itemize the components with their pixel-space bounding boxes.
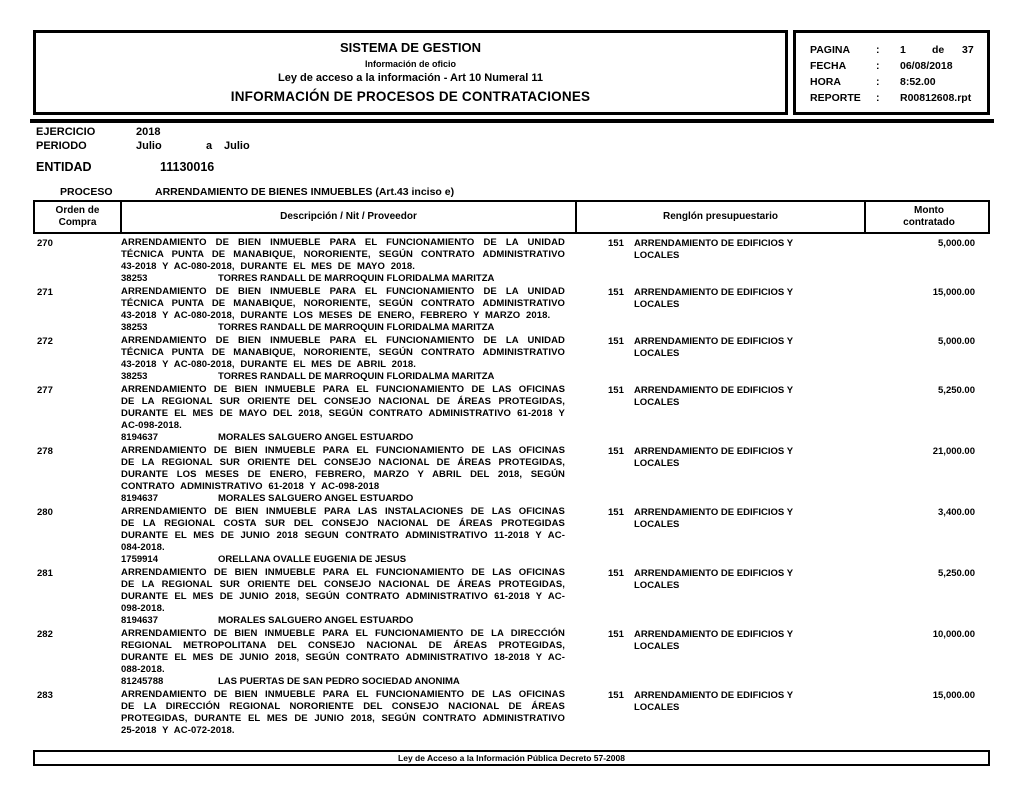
renglon-cell xyxy=(573,506,862,566)
nit-proveedor-line xyxy=(121,432,565,444)
table-row xyxy=(33,237,990,285)
orden-compra-value: 278 xyxy=(37,446,53,457)
proceso-label: PROCESO xyxy=(60,186,113,198)
pagina-current: 1 xyxy=(900,44,906,56)
table-row xyxy=(33,628,990,688)
renglon-cell xyxy=(573,628,862,688)
hora-colon: : xyxy=(876,76,880,88)
table-row xyxy=(33,445,990,505)
descripcion-text: ARRENDAMIENTO DE BIEN INMUEBLE PARA EL FUNCIONAMIENTO DE LAS OFICINAS DE LA DIRECCIÓN REGIONAL NORORIENTE DEL CONSEJO NACIONAL DE ÁREAS PROTEGIDAS, DURANTE EL MES DE JUNIO 2018, SEGÚN CONTRATO ADMINISTRATIVO 25-2018 Y AC-072-2018. xyxy=(121,689,565,736)
orden-header-line1: Orden de xyxy=(55,205,100,216)
column-header-descripcion xyxy=(120,202,575,232)
nit-value: 8194637 xyxy=(121,432,158,443)
header-divider-rule xyxy=(30,119,994,123)
ejercicio-row xyxy=(36,126,160,138)
table-row xyxy=(33,384,990,444)
descripcion-cell xyxy=(118,689,573,737)
nit-proveedor-line xyxy=(121,554,565,566)
report-header-box xyxy=(33,30,788,115)
descripcion-cell xyxy=(118,506,573,566)
reporte-label: REPORTE xyxy=(810,92,861,104)
renglon-codigo: 151 xyxy=(608,629,624,640)
pagina-value xyxy=(900,44,987,56)
orden-compra-value: 271 xyxy=(37,287,53,298)
hora-label: HORA xyxy=(810,76,841,88)
proveedor-name: MORALES SALGUERO ANGEL ESTUARDO xyxy=(218,493,414,504)
renglon-codigo: 151 xyxy=(608,507,624,518)
renglon-cell xyxy=(573,567,862,627)
renglon-codigo: 151 xyxy=(608,385,624,396)
table-row xyxy=(33,335,990,383)
orden-compra-value: 280 xyxy=(37,507,53,518)
footer-text: Ley de Acceso a la Información Pública Decreto 57-2008 xyxy=(398,753,625,763)
descripcion-text: ARRENDAMIENTO DE BIEN INMUEBLE PARA EL FUNCIONAMIENTO DE LAS OFICINAS DE LA REGIONAL SUR ORIENTE DEL CONSEJO NACIONAL DE ÁREAS PROTEGIDAS, DURANTE LOS MESES DE ENERO, FEBRERO, MARZO Y ABRIL DEL 2018, SEGÚN CONTRATO ADMINISTRATIVO 61-2018 Y AC-098-2018 xyxy=(121,445,565,492)
monto-header-line1: Monto xyxy=(914,205,944,216)
fecha-colon: : xyxy=(876,60,880,72)
hora-value: 8:52.00 xyxy=(900,76,936,88)
report-meta-box xyxy=(793,30,990,115)
renglon-nombre: ARRENDAMIENTO DE EDIFICIOS Y LOCALES xyxy=(634,238,793,261)
table-row xyxy=(33,506,990,566)
nit-value: 8194637 xyxy=(121,615,158,626)
proveedor-name: TORRES RANDALL DE MARROQUIN FLORIDALMA MARITZA xyxy=(218,273,495,284)
renglon-codigo: 151 xyxy=(608,287,624,298)
pagina-total: 37 xyxy=(962,44,974,56)
pagina-de: de xyxy=(932,44,945,56)
renglon-codigo: 151 xyxy=(608,690,624,701)
orden-compra-value: 282 xyxy=(37,629,53,640)
entidad-row xyxy=(36,160,214,174)
renglon-nombre: ARRENDAMIENTO DE EDIFICIOS Y LOCALES xyxy=(634,385,793,408)
orden-compra-value: 277 xyxy=(37,385,53,396)
monto-contratado-value: 3,400.00 xyxy=(938,507,975,518)
descripcion-text: ARRENDAMIENTO DE BIEN INMUEBLE PARA EL FUNCIONAMIENTO DE LAS OFICINAS DE LA REGIONAL SUR ORIENTE DEL CONSEJO NACIONAL DE ÁREAS PROTEGIDAS, DURANTE EL MES DE MAYO DEL 2018, SEGÚN CONTRATO ADMINISTRATIVO 61-2018 Y AC-098-2018. xyxy=(121,384,565,431)
report-title: SISTEMA DE GESTION xyxy=(339,40,482,55)
orden-compra-value: 283 xyxy=(37,690,53,701)
monto-header-line2: contratado xyxy=(903,217,955,228)
monto-contratado-value: 5,000.00 xyxy=(938,238,975,249)
report-subtitle-oficio: Información de oficio xyxy=(364,59,456,69)
pagina-label: PAGINA xyxy=(810,44,851,56)
orden-compra-value: 272 xyxy=(37,336,53,347)
proveedor-name: MORALES SALGUERO ANGEL ESTUARDO xyxy=(218,615,414,626)
descripcion-cell xyxy=(118,384,573,444)
renglon-header: Renglón presupuestario xyxy=(662,211,778,222)
periodo-a: a xyxy=(206,140,213,152)
renglon-cell xyxy=(573,445,862,505)
pagina-row xyxy=(810,44,987,56)
report-subtitle-procesos: INFORMACIÓN DE PROCESOS DE CONTRATACIONES xyxy=(230,89,591,104)
reporte-row xyxy=(810,92,987,104)
descripcion-cell xyxy=(118,628,573,688)
column-header-renglon xyxy=(575,202,864,232)
monto-contratado-value: 5,250.00 xyxy=(938,568,975,579)
monto-contratado-value: 15,000.00 xyxy=(932,287,975,298)
table-row xyxy=(33,567,990,627)
descripcion-text: ARRENDAMIENTO DE BIEN INMUEBLE PARA EL FUNCIONAMIENTO DE LA UNIDAD TÉCNICA PUNTA DE MANABIQUE, NORORIENTE, SEGÚN CONTRATO ADMINISTRATIVO 43-2018 Y AC-080-2018, DURANTE EL MES DE ABRIL 2018. xyxy=(121,335,565,370)
orden-header-line2: Compra xyxy=(58,217,97,228)
nit-value: 38253 xyxy=(121,322,148,333)
column-header-orden xyxy=(35,202,120,232)
monto-contratado-value: 5,000.00 xyxy=(938,336,975,347)
table-row xyxy=(33,689,990,737)
renglon-cell xyxy=(573,286,862,334)
proveedor-name: LAS PUERTAS DE SAN PEDRO SOCIEDAD ANONIMA xyxy=(218,676,460,687)
monto-contratado-value: 21,000.00 xyxy=(932,446,975,457)
renglon-cell xyxy=(573,689,862,737)
contracts-table-header xyxy=(33,200,990,234)
renglon-codigo: 151 xyxy=(608,238,624,249)
nit-value: 81245788 xyxy=(121,676,164,687)
descripcion-header: Descripción / Nit / Proveedor xyxy=(280,211,417,222)
renglon-nombre: ARRENDAMIENTO DE EDIFICIOS Y LOCALES xyxy=(634,336,793,359)
nit-value: 8194637 xyxy=(121,493,158,504)
proveedor-name: TORRES RANDALL DE MARROQUIN FLORIDALMA MARITZA xyxy=(218,322,495,333)
descripcion-text: ARRENDAMIENTO DE BIEN INMUEBLE PARA EL FUNCIONAMIENTO DE LAS OFICINAS DE LA REGIONAL SUR ORIENTE DEL CONSEJO NACIONAL DE ÁREAS PROTEGIDAS, DURANTE EL MES DE JUNIO 2018, SEGÚN CONTRATO ADMINISTRATIVO 61-2018 Y AC-098-2018. xyxy=(121,567,565,614)
orden-compra-value: 281 xyxy=(37,568,53,579)
descripcion-cell xyxy=(118,445,573,505)
nit-value: 38253 xyxy=(121,371,148,382)
descripcion-cell xyxy=(118,286,573,334)
descripcion-text: ARRENDAMIENTO DE BIEN INMUEBLE PARA LAS INSTALACIONES DE LAS OFICINAS DE LA REGIONAL COSTA SUR DEL CONSEJO NACIONAL DE ÁREAS PROTEGIDAS DURANTE EL MES DE JUNIO 2018 SEGUN CONTRATO ADMINISTRATIVO 11-2018 Y AC-084-2018. xyxy=(121,506,565,553)
descripcion-text: ARRENDAMIENTO DE BIEN INMUEBLE PARA EL FUNCIONAMIENTO DE LA UNIDAD TÉCNICA PUNTA DE MANABIQUE, NORORIENTE, SEGÚN CONTRATO ADMINISTRATIVO 43-2018 Y AC-080-2018, DURANTE EL MES DE MAYO 2018. xyxy=(121,237,565,272)
fecha-label: FECHA xyxy=(810,60,847,72)
nit-proveedor-line xyxy=(121,371,565,383)
nit-proveedor-line xyxy=(121,676,565,688)
table-row xyxy=(33,286,990,334)
hora-row xyxy=(810,76,987,88)
column-header-monto xyxy=(864,202,992,232)
periodo-label: PERIODO xyxy=(36,140,87,152)
fecha-row xyxy=(810,60,987,72)
footer-box xyxy=(33,750,990,766)
renglon-codigo: 151 xyxy=(608,446,624,457)
renglon-codigo: 151 xyxy=(608,336,624,347)
descripcion-cell xyxy=(118,335,573,383)
nit-proveedor-line xyxy=(121,615,565,627)
report-subtitle-ley: Ley de acceso a la información - Art 10 Numeral 11 xyxy=(278,72,543,84)
renglon-nombre: ARRENDAMIENTO DE EDIFICIOS Y LOCALES xyxy=(634,568,793,591)
reporte-colon: : xyxy=(876,92,880,104)
periodo-row xyxy=(36,140,250,152)
ejercicio-label: EJERCICIO xyxy=(36,126,96,138)
proceso-value: ARRENDAMIENTO DE BIENES INMUEBLES (Art.43 inciso e) xyxy=(155,186,455,198)
renglon-cell xyxy=(573,384,862,444)
monto-contratado-value: 5,250.00 xyxy=(938,385,975,396)
entidad-value: 11130016 xyxy=(160,160,215,174)
renglon-nombre: ARRENDAMIENTO DE EDIFICIOS Y LOCALES xyxy=(634,507,793,530)
renglon-cell xyxy=(573,237,862,285)
fecha-value: 06/08/2018 xyxy=(900,60,953,72)
renglon-nombre: ARRENDAMIENTO DE EDIFICIOS Y LOCALES xyxy=(634,629,793,652)
renglon-nombre: ARRENDAMIENTO DE EDIFICIOS Y LOCALES xyxy=(634,690,793,713)
orden-compra-value: 270 xyxy=(37,238,53,249)
descripcion-cell xyxy=(118,567,573,627)
pagina-colon: : xyxy=(876,44,880,56)
periodo-to: Julio xyxy=(224,140,250,152)
nit-proveedor-line xyxy=(121,273,565,285)
renglon-nombre: ARRENDAMIENTO DE EDIFICIOS Y LOCALES xyxy=(634,287,793,310)
descripcion-cell xyxy=(118,237,573,285)
descripcion-text: ARRENDAMIENTO DE BIEN INMUEBLE PARA EL FUNCIONAMIENTO DE LA DIRECCIÓN REGIONAL METROPOLITANA DEL CONSEJO NACIONAL DE ÁREAS PROTEGIDAS, DURANTE EL MES DE JUNIO 2018, SEGÚN CONTRATO ADMINISTRATIVO 18-2018 Y AC-088-2018. xyxy=(121,628,565,675)
proveedor-name: TORRES RANDALL DE MARROQUIN FLORIDALMA MARITZA xyxy=(218,371,495,382)
nit-value: 1759914 xyxy=(121,554,158,565)
monto-contratado-value: 15,000.00 xyxy=(932,690,975,701)
nit-value: 38253 xyxy=(121,273,148,284)
entidad-label: ENTIDAD xyxy=(36,160,92,174)
renglon-codigo: 151 xyxy=(608,568,624,579)
table-body xyxy=(33,237,990,738)
descripcion-text: ARRENDAMIENTO DE BIEN INMUEBLE PARA EL FUNCIONAMIENTO DE LA UNIDAD TÉCNICA PUNTA DE MANABIQUE, NORORIENTE, SEGÚN CONTRATO ADMINISTRATIVO 43-2018 Y AC-080-2018, DURANTE LOS MESES DE ENERO, FEBRERO Y MARZO 2018. xyxy=(121,286,565,321)
reporte-value: R00812608.rpt xyxy=(900,92,972,104)
nit-proveedor-line xyxy=(121,322,565,334)
nit-proveedor-line xyxy=(121,493,565,505)
renglon-nombre: ARRENDAMIENTO DE EDIFICIOS Y LOCALES xyxy=(634,446,793,469)
proveedor-name: MORALES SALGUERO ANGEL ESTUARDO xyxy=(218,432,414,443)
renglon-cell xyxy=(573,335,862,383)
proveedor-name: ORELLANA OVALLE EUGENIA DE JESUS xyxy=(218,554,407,565)
ejercicio-value: 2018 xyxy=(136,126,161,138)
periodo-from: Julio xyxy=(136,140,162,152)
monto-contratado-value: 10,000.00 xyxy=(932,629,975,640)
